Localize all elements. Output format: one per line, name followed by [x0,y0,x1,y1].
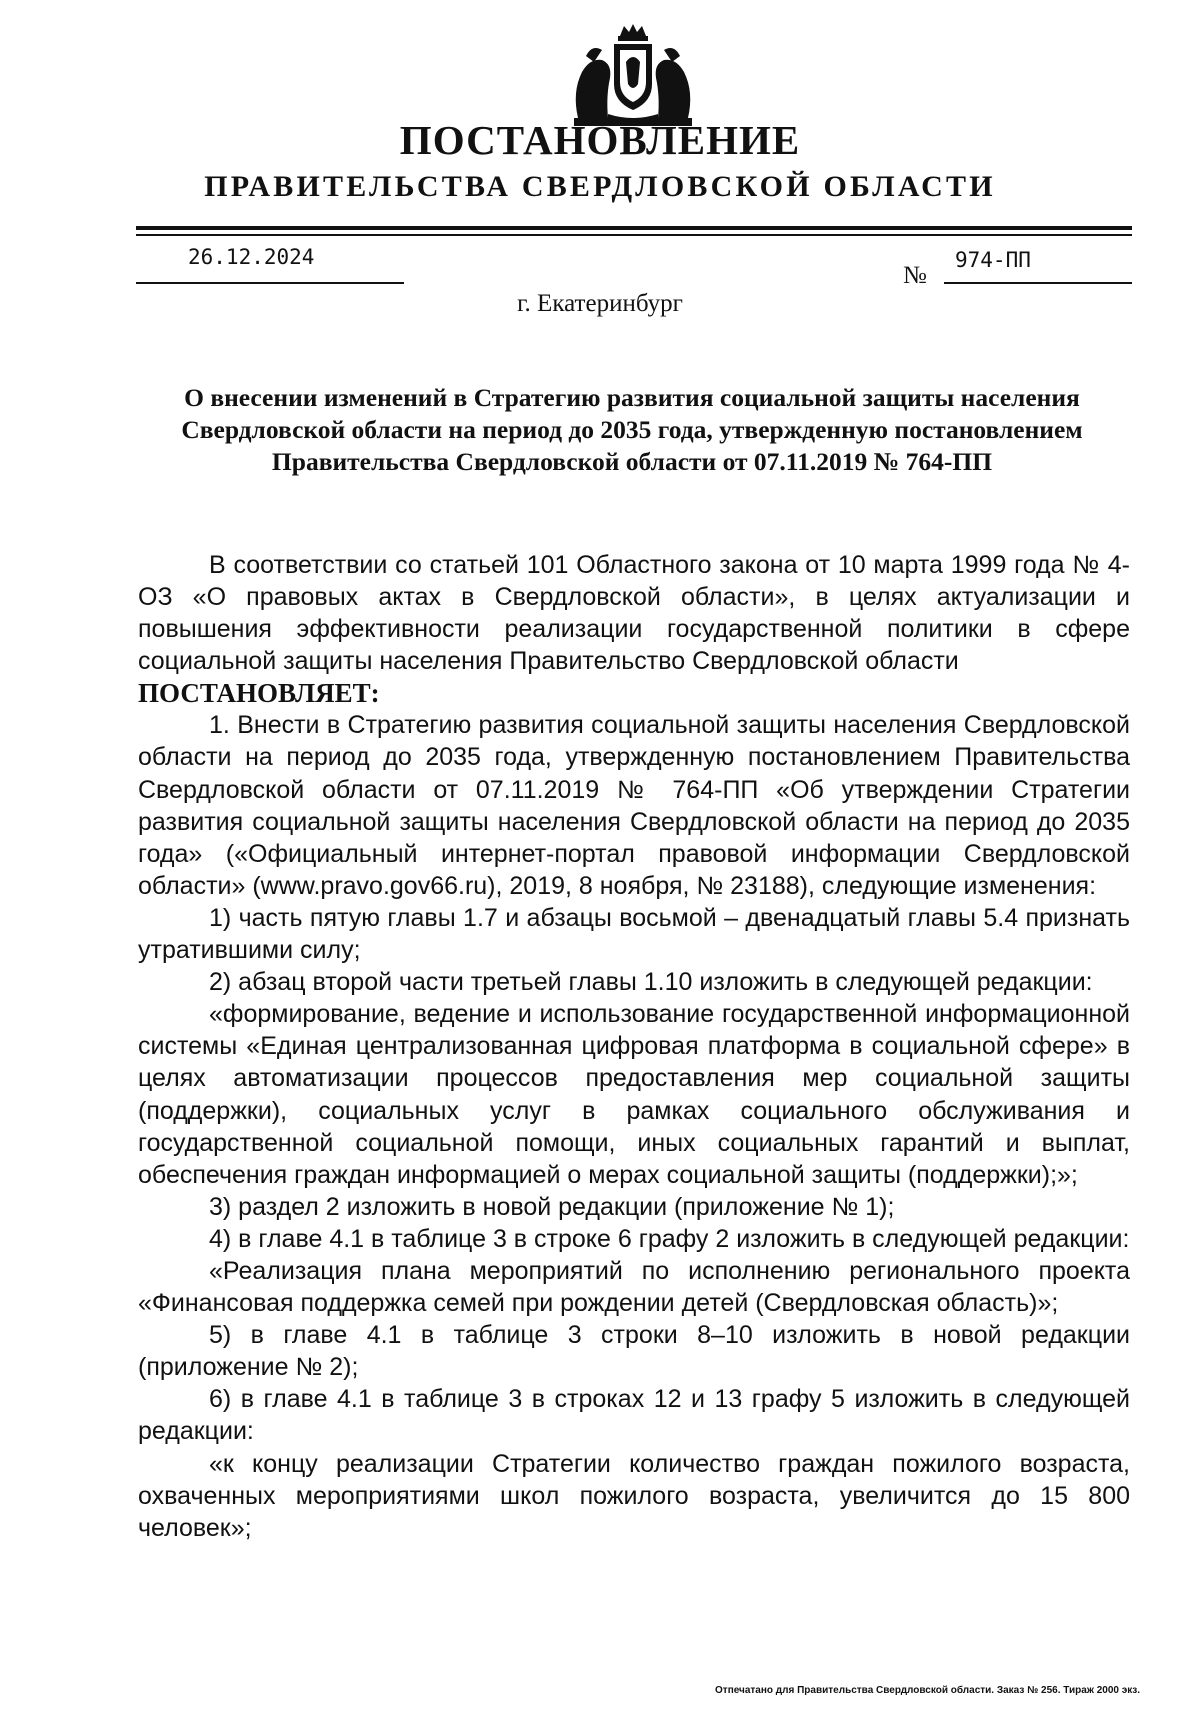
number-label: № [903,262,927,289]
body-paragraph: 2) абзац второй части третьей главы 1.10 изложить в следующей редакции: [209,968,1093,997]
date-underline [136,282,404,284]
resolution-title-line: Правительства Свердловской области от 07.11.2019 № 764-ПП [271,447,993,476]
resolution-title-line: О внесении изменений в Стратегию развития социальной защиты населения [184,383,1080,412]
document-date: 26.12.2024 [188,245,315,269]
body-paragraph: 5) в главе 4.1 в таблице 3 строки 8–10 изложить в новой редакции (приложение № 2); [138,1321,1130,1382]
body-paragraph: «Реализация плана мероприятий по исполнению регионального проекта «Финансовая поддержка семей при рождении детей (Свердловская область)»; [138,1256,1130,1318]
body-paragraph: 3) раздел 2 изложить в новой редакции (приложение № 1); [209,1192,895,1221]
issue-city: г. Екатеринбург [517,290,683,317]
document-type-title: ПОСТАНОВЛЕНИЕ [399,117,801,163]
document-number: 974-ПП [955,248,1031,272]
resolution-body [138,549,1130,1544]
resolution-title-line: Свердловской области на период до 2035 года, утвержденную постановлением [181,415,1083,444]
body-paragraph: 4) в главе 4.1 в таблице 3 в строке 6 графу 2 изложить в следующей редакции: [209,1224,1130,1253]
body-paragraph: 1) часть пятую главы 1.7 и абзацы восьмой – двенадцатый главы 5.4 признать утратившими силу; [138,903,1130,965]
preamble-paragraph: В соответствии со статьей 101 Областного закона от 10 марта 1999 года № 4-ОЗ «О правовых актах в Свердловской области», в целях актуализации и повышения эффективности реализации государственной политики в сфере социальной защиты населения Правительство Свердловской области [138,551,1130,676]
header-divider-thick [136,226,1132,230]
sverdlovsk-coat-of-arms-icon [568,22,698,130]
decree-heading: ПОСТАНОВЛЯЕТ: [138,678,380,709]
issuing-authority-title: ПРАВИТЕЛЬСТВА СВЕРДЛОВСКОЙ ОБЛАСТИ [204,170,996,203]
number-underline [944,282,1132,284]
print-footer: Отпечатано для Правительства Свердловской области. Заказ № 256. Тираж 2000 экз. [715,1685,1140,1696]
resolution-title [130,382,1134,478]
body-paragraph: «к концу реализации Стратегии количество граждан пожилого возраста, охваченных мероприятиями школ пожилого возраста, увеличится до 15 800 человек»; [138,1449,1130,1542]
body-paragraph: 6) в главе 4.1 в таблице 3 в строках 12 и 13 графу 5 изложить в следующей редакции: [138,1385,1130,1446]
body-paragraph: 1. Внести в Стратегию развития социальной защиты населения Свердловской области на период до 2035 года, утвержденную постановлением Правительства Свердловской области от 07.11.2019 № 764-ПП «Об утверждении Стратегии развития социальной защиты населения Свердловской области на период до 2035 года» («Официальный интернет-портал правовой информации Свердловской области» (www.pravo.gov66.ru), 2019, 8 ноября, № 23188), следующие изменения: [138,711,1130,900]
body-paragraph: «формирование, ведение и использование государственной информационной системы «Единая централизованная цифровая платформа в социальной сфере» в целях автоматизации процессов предоставления мер социальной защиты (поддержки), социальных услуг в рамках социального обслуживания и государственной социальной помощи, иных социальных гарантий и выплат, обеспечения граждан информацией о мерах социальной защиты (поддержки);»; [138,1000,1130,1189]
header-divider-thin [136,234,1132,236]
